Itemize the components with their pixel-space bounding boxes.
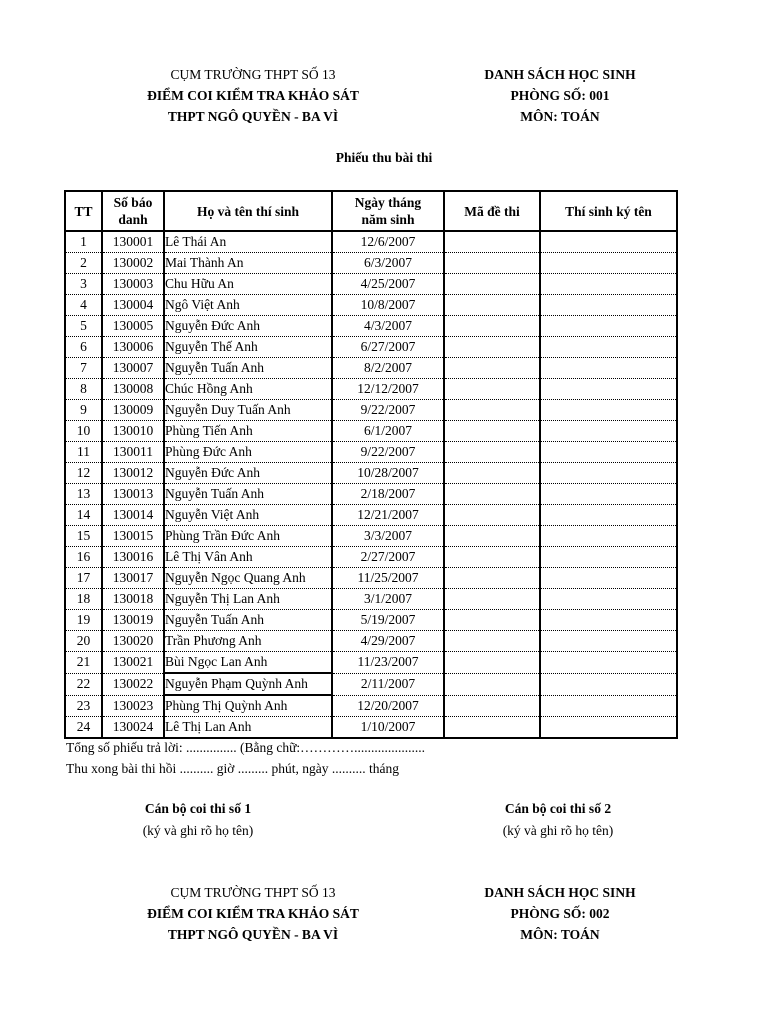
row-index: 17 — [65, 568, 102, 589]
row-birth-date: 2/18/2007 — [332, 484, 444, 505]
list-header — [430, 64, 690, 127]
row-exam-code — [444, 568, 540, 589]
row-signature — [540, 568, 677, 589]
col-sbd — [102, 191, 164, 231]
row-exam-code — [444, 253, 540, 274]
row-birth-date: 12/20/2007 — [332, 695, 444, 717]
row-index: 7 — [65, 358, 102, 379]
table-row — [65, 631, 677, 652]
room-number: PHÒNG SỐ: 001 — [510, 88, 610, 103]
row-index: 6 — [65, 337, 102, 358]
table-row — [65, 673, 677, 695]
school-name: THPT NGÔ QUYỀN - BA VÌ — [167, 109, 339, 124]
row-signature — [540, 274, 677, 295]
row-signature — [540, 421, 677, 442]
row-index: 23 — [65, 695, 102, 717]
table-body — [65, 231, 677, 738]
row-signature — [540, 631, 677, 652]
row-exam-code — [444, 463, 540, 484]
row-student-name: Nguyễn Thị Lan Anh — [164, 589, 332, 610]
table-row — [65, 526, 677, 547]
row-index: 13 — [65, 484, 102, 505]
cluster-name-2: CỤM TRƯỜNG THPT SỐ 13 — [170, 885, 336, 900]
table-row — [65, 253, 677, 274]
row-candidate-number: 130023 — [102, 695, 164, 717]
row-birth-date: 12/21/2007 — [332, 505, 444, 526]
row-student-name: Lê Thị Lan Anh — [164, 717, 332, 739]
table-row — [65, 295, 677, 316]
row-signature — [540, 295, 677, 316]
list-title: DANH SÁCH HỌC SINH — [484, 67, 636, 82]
row-signature — [540, 526, 677, 547]
row-candidate-number: 130005 — [102, 316, 164, 337]
row-candidate-number: 130009 — [102, 400, 164, 421]
row-birth-date: 6/1/2007 — [332, 421, 444, 442]
row-student-name: Phùng Trần Đức Anh — [164, 526, 332, 547]
room-number-2: PHÒNG SỐ: 002 — [510, 906, 610, 921]
row-candidate-number: 130010 — [102, 421, 164, 442]
table-row — [65, 337, 677, 358]
proctor-2-instruction: (ký và ghi rõ họ tên) — [502, 823, 614, 838]
row-signature — [540, 253, 677, 274]
row-signature — [540, 463, 677, 484]
row-signature — [540, 484, 677, 505]
row-candidate-number: 130017 — [102, 568, 164, 589]
row-signature — [540, 589, 677, 610]
row-signature — [540, 379, 677, 400]
row-birth-date: 8/2/2007 — [332, 358, 444, 379]
row-exam-code — [444, 717, 540, 739]
row-exam-code — [444, 652, 540, 674]
row-signature — [540, 505, 677, 526]
row-candidate-number: 130021 — [102, 652, 164, 674]
row-candidate-number: 130022 — [102, 673, 164, 695]
row-candidate-number: 130024 — [102, 717, 164, 739]
row-index: 18 — [65, 589, 102, 610]
row-student-name: Nguyễn Tuấn Anh — [164, 484, 332, 505]
row-signature — [540, 717, 677, 739]
col-dob-line2: năm sinh — [361, 212, 415, 227]
row-student-name: Phùng Đức Anh — [164, 442, 332, 463]
table-row — [65, 717, 677, 739]
row-index: 4 — [65, 295, 102, 316]
table-row — [65, 610, 677, 631]
row-student-name: Nguyễn Đức Anh — [164, 316, 332, 337]
row-birth-date: 3/1/2007 — [332, 589, 444, 610]
row-candidate-number: 130001 — [102, 231, 164, 253]
row-index: 1 — [65, 231, 102, 253]
table-row — [65, 400, 677, 421]
proctor-1-signature — [88, 798, 308, 842]
row-index: 9 — [65, 400, 102, 421]
total-sheets-note: Tổng số phiếu trả lời: ............... (Bằng chữ:…………..................... — [66, 740, 426, 755]
row-birth-date: 5/19/2007 — [332, 610, 444, 631]
row-signature — [540, 547, 677, 568]
proctor-2-signature — [448, 798, 668, 842]
row-student-name: Nguyễn Tuấn Anh — [164, 610, 332, 631]
row-signature — [540, 231, 677, 253]
collection-time-note: Thu xong bài thi hồi .......... giờ ......... phút, ngày .......... tháng — [66, 761, 399, 776]
row-index: 15 — [65, 526, 102, 547]
row-candidate-number: 130007 — [102, 358, 164, 379]
school-name-2: THPT NGÔ QUYỀN - BA VÌ — [167, 927, 339, 942]
row-birth-date: 12/6/2007 — [332, 231, 444, 253]
row-index: 10 — [65, 421, 102, 442]
table-row — [65, 568, 677, 589]
row-exam-code — [444, 231, 540, 253]
table-header-row — [65, 191, 677, 231]
row-student-name: Nguyễn Đức Anh — [164, 463, 332, 484]
row-candidate-number: 130011 — [102, 442, 164, 463]
row-candidate-number: 130008 — [102, 379, 164, 400]
row-student-name: Phùng Thị Quỳnh Anh — [164, 695, 332, 717]
row-birth-date: 4/25/2007 — [332, 274, 444, 295]
row-signature — [540, 358, 677, 379]
row-index: 3 — [65, 274, 102, 295]
row-birth-date: 4/29/2007 — [332, 631, 444, 652]
table-row — [65, 547, 677, 568]
col-sbd-line1: Số báo — [113, 195, 153, 210]
table-row — [65, 484, 677, 505]
table-row — [65, 463, 677, 484]
col-dob — [332, 191, 444, 231]
row-exam-code — [444, 379, 540, 400]
row-candidate-number: 130012 — [102, 463, 164, 484]
col-dob-line1: Ngày tháng — [354, 195, 422, 210]
row-student-name: Nguyễn Việt Anh — [164, 505, 332, 526]
exam-site-2: ĐIỂM COI KIỂM TRA KHẢO SÁT — [147, 906, 359, 921]
row-candidate-number: 130015 — [102, 526, 164, 547]
row-candidate-number: 130003 — [102, 274, 164, 295]
row-index: 14 — [65, 505, 102, 526]
cluster-name: CỤM TRƯỜNG THPT SỐ 13 — [170, 67, 336, 82]
row-exam-code — [444, 316, 540, 337]
row-student-name: Nguyễn Phạm Quỳnh Anh — [164, 673, 332, 695]
student-table — [64, 190, 678, 739]
row-exam-code — [444, 526, 540, 547]
row-index: 5 — [65, 316, 102, 337]
subject-2: MÔN: TOÁN — [520, 927, 600, 942]
school-cluster-header-2 — [118, 882, 388, 945]
row-birth-date: 2/27/2007 — [332, 547, 444, 568]
row-birth-date: 10/8/2007 — [332, 295, 444, 316]
col-sbd-line2: danh — [118, 212, 148, 227]
row-exam-code — [444, 421, 540, 442]
col-tt: TT — [65, 191, 102, 231]
col-name: Họ và tên thí sinh — [164, 191, 332, 231]
row-student-name: Nguyễn Thế Anh — [164, 337, 332, 358]
row-candidate-number: 130019 — [102, 610, 164, 631]
table-row — [65, 421, 677, 442]
row-birth-date: 11/25/2007 — [332, 568, 444, 589]
row-index: 21 — [65, 652, 102, 674]
row-exam-code — [444, 610, 540, 631]
row-index: 12 — [65, 463, 102, 484]
proctor-1-title: Cán bộ coi thi số 1 — [144, 801, 252, 816]
row-birth-date: 9/22/2007 — [332, 400, 444, 421]
proctor-1-instruction: (ký và ghi rõ họ tên) — [142, 823, 254, 838]
row-student-name: Lê Thái An — [164, 231, 332, 253]
row-student-name: Lê Thị Vân Anh — [164, 547, 332, 568]
row-index: 20 — [65, 631, 102, 652]
row-student-name: Nguyễn Duy Tuấn Anh — [164, 400, 332, 421]
row-student-name: Nguyễn Ngọc Quang Anh — [164, 568, 332, 589]
row-candidate-number: 130020 — [102, 631, 164, 652]
exam-site: ĐIỂM COI KIỂM TRA KHẢO SÁT — [147, 88, 359, 103]
row-student-name: Phùng Tiến Anh — [164, 421, 332, 442]
row-signature — [540, 337, 677, 358]
row-exam-code — [444, 400, 540, 421]
row-candidate-number: 130004 — [102, 295, 164, 316]
row-exam-code — [444, 695, 540, 717]
row-exam-code — [444, 484, 540, 505]
row-index: 8 — [65, 379, 102, 400]
row-student-name: Chu Hữu An — [164, 274, 332, 295]
row-birth-date: 3/3/2007 — [332, 526, 444, 547]
row-birth-date: 6/27/2007 — [332, 337, 444, 358]
row-student-name: Nguyễn Tuấn Anh — [164, 358, 332, 379]
table-row — [65, 231, 677, 253]
row-signature — [540, 610, 677, 631]
row-signature — [540, 673, 677, 695]
row-exam-code — [444, 358, 540, 379]
table-row — [65, 589, 677, 610]
row-student-name: Mai Thành An — [164, 253, 332, 274]
row-exam-code — [444, 295, 540, 316]
row-candidate-number: 130006 — [102, 337, 164, 358]
row-exam-code — [444, 505, 540, 526]
row-candidate-number: 130016 — [102, 547, 164, 568]
row-candidate-number: 130013 — [102, 484, 164, 505]
row-index: 22 — [65, 673, 102, 695]
col-code: Mã đề thi — [444, 191, 540, 231]
table-row — [65, 379, 677, 400]
row-birth-date: 6/3/2007 — [332, 253, 444, 274]
row-student-name: Bùi Ngọc Lan Anh — [164, 652, 332, 674]
table-row — [65, 505, 677, 526]
row-index: 24 — [65, 717, 102, 739]
list-header-2 — [430, 882, 690, 945]
row-exam-code — [444, 442, 540, 463]
row-exam-code — [444, 547, 540, 568]
row-student-name: Chúc Hồng Anh — [164, 379, 332, 400]
row-exam-code — [444, 337, 540, 358]
row-signature — [540, 400, 677, 421]
row-exam-code — [444, 631, 540, 652]
row-candidate-number: 130018 — [102, 589, 164, 610]
row-index: 16 — [65, 547, 102, 568]
table-row — [65, 442, 677, 463]
row-signature — [540, 695, 677, 717]
row-exam-code — [444, 673, 540, 695]
table-row — [65, 652, 677, 674]
row-index: 2 — [65, 253, 102, 274]
table-row — [65, 316, 677, 337]
row-candidate-number: 130002 — [102, 253, 164, 274]
table-row — [65, 358, 677, 379]
school-cluster-header — [118, 64, 388, 127]
row-candidate-number: 130014 — [102, 505, 164, 526]
page-subtitle: Phiếu thu bài thi — [335, 150, 433, 165]
row-exam-code — [444, 274, 540, 295]
row-student-name: Trần Phương Anh — [164, 631, 332, 652]
row-birth-date: 9/22/2007 — [332, 442, 444, 463]
row-student-name: Ngô Việt Anh — [164, 295, 332, 316]
row-birth-date: 2/11/2007 — [332, 673, 444, 695]
table-row — [65, 274, 677, 295]
row-birth-date: 4/3/2007 — [332, 316, 444, 337]
row-index: 19 — [65, 610, 102, 631]
row-signature — [540, 652, 677, 674]
row-birth-date: 12/12/2007 — [332, 379, 444, 400]
row-birth-date: 11/23/2007 — [332, 652, 444, 674]
proctor-2-title: Cán bộ coi thi số 2 — [504, 801, 612, 816]
row-signature — [540, 442, 677, 463]
table-row — [65, 695, 677, 717]
row-index: 11 — [65, 442, 102, 463]
list-title-2: DANH SÁCH HỌC SINH — [484, 885, 636, 900]
row-signature — [540, 316, 677, 337]
col-sign: Thí sinh ký tên — [540, 191, 677, 231]
row-birth-date: 1/10/2007 — [332, 717, 444, 739]
subject: MÔN: TOÁN — [520, 109, 600, 124]
row-birth-date: 10/28/2007 — [332, 463, 444, 484]
row-exam-code — [444, 589, 540, 610]
